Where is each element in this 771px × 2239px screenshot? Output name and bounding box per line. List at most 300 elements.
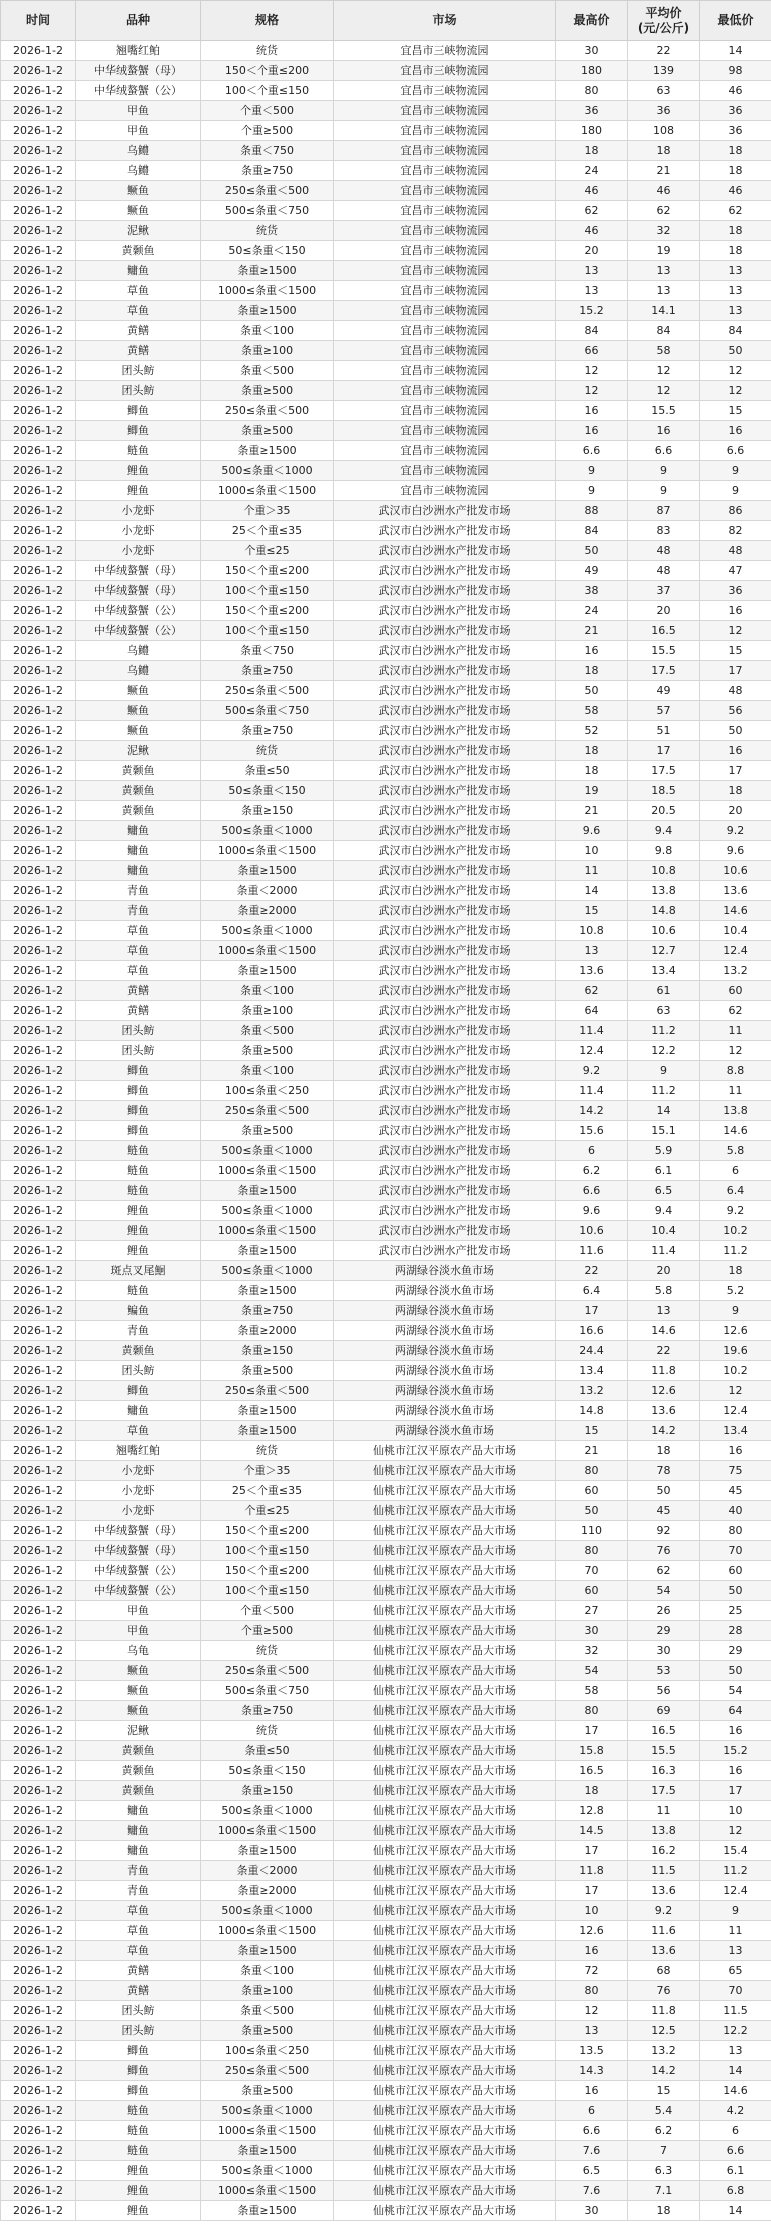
cell-avg-price: 11.2 — [628, 1021, 700, 1041]
cell-market: 宜昌市三峡物流园 — [334, 101, 556, 121]
cell-date: 2026-1-2 — [1, 921, 76, 941]
cell-min-price: 13 — [700, 261, 771, 281]
cell-max-price: 18 — [556, 661, 628, 681]
cell-max-price: 24 — [556, 601, 628, 621]
cell-spec: 条重＜100 — [201, 1961, 334, 1981]
cell-avg-price: 5.8 — [628, 1281, 700, 1301]
cell-variety: 鳙鱼 — [76, 1821, 201, 1841]
cell-date: 2026-1-2 — [1, 801, 76, 821]
cell-avg-price: 13.4 — [628, 961, 700, 981]
cell-market: 宜昌市三峡物流园 — [334, 341, 556, 361]
cell-spec: 统货 — [201, 1721, 334, 1741]
table-row — [1, 921, 771, 941]
cell-avg-price: 15.1 — [628, 1121, 700, 1141]
cell-max-price: 6 — [556, 1141, 628, 1161]
cell-market: 仙桃市江汉平原农产品大市场 — [334, 1961, 556, 1981]
cell-market: 武汉市白沙洲水产批发市场 — [334, 541, 556, 561]
cell-max-price: 24 — [556, 161, 628, 181]
cell-variety: 团头鲂 — [76, 361, 201, 381]
cell-spec: 个重＞35 — [201, 1461, 334, 1481]
cell-variety: 鲢鱼 — [76, 1141, 201, 1161]
cell-max-price: 62 — [556, 201, 628, 221]
cell-variety: 鳙鱼 — [76, 261, 201, 281]
cell-min-price: 10.6 — [700, 861, 771, 881]
cell-variety: 团头鲂 — [76, 381, 201, 401]
table-row — [1, 381, 771, 401]
cell-min-price: 9.6 — [700, 841, 771, 861]
cell-date: 2026-1-2 — [1, 521, 76, 541]
cell-variety: 中华绒螯蟹（公） — [76, 81, 201, 101]
cell-avg-price: 84 — [628, 321, 700, 341]
cell-avg-price: 18 — [628, 2201, 700, 2221]
cell-avg-price: 53 — [628, 1661, 700, 1681]
cell-variety: 鲤鱼 — [76, 1241, 201, 1261]
cell-spec: 500≤条重＜1000 — [201, 461, 334, 481]
cell-date: 2026-1-2 — [1, 1341, 76, 1361]
cell-variety: 甲鱼 — [76, 1621, 201, 1641]
table-row — [1, 1261, 771, 1281]
cell-min-price: 13.6 — [700, 881, 771, 901]
cell-market: 仙桃市江汉平原农产品大市场 — [334, 2181, 556, 2201]
cell-variety: 黄鳝 — [76, 1981, 201, 2001]
cell-variety: 鲫鱼 — [76, 2061, 201, 2081]
cell-min-price: 10.2 — [700, 1361, 771, 1381]
cell-max-price: 12 — [556, 361, 628, 381]
cell-variety: 鳙鱼 — [76, 841, 201, 861]
cell-avg-price: 62 — [628, 201, 700, 221]
cell-date: 2026-1-2 — [1, 2201, 76, 2221]
cell-variety: 翘嘴红鲌 — [76, 41, 201, 61]
cell-avg-price: 92 — [628, 1521, 700, 1541]
cell-date: 2026-1-2 — [1, 301, 76, 321]
cell-market: 宜昌市三峡物流园 — [334, 41, 556, 61]
table-row — [1, 1861, 771, 1881]
cell-max-price: 11.8 — [556, 1861, 628, 1881]
cell-date: 2026-1-2 — [1, 1101, 76, 1121]
cell-date: 2026-1-2 — [1, 501, 76, 521]
cell-max-price: 13 — [556, 261, 628, 281]
cell-max-price: 30 — [556, 1621, 628, 1641]
table-row — [1, 121, 771, 141]
table-row — [1, 801, 771, 821]
table-row — [1, 341, 771, 361]
cell-market: 武汉市白沙洲水产批发市场 — [334, 761, 556, 781]
cell-max-price: 16 — [556, 1941, 628, 1961]
cell-variety: 小龙虾 — [76, 1501, 201, 1521]
cell-avg-price: 14 — [628, 1101, 700, 1121]
cell-max-price: 50 — [556, 1501, 628, 1521]
cell-spec: 统货 — [201, 1641, 334, 1661]
cell-min-price: 13.4 — [700, 1421, 771, 1441]
cell-variety: 鲫鱼 — [76, 401, 201, 421]
cell-max-price: 11.6 — [556, 1241, 628, 1261]
cell-spec: 500≤条重＜1000 — [201, 1201, 334, 1221]
cell-variety: 团头鲂 — [76, 1041, 201, 1061]
cell-market: 两湖绿谷淡水鱼市场 — [334, 1401, 556, 1421]
cell-max-price: 66 — [556, 341, 628, 361]
cell-max-price: 80 — [556, 1981, 628, 2001]
cell-spec: 条重≥1500 — [201, 1281, 334, 1301]
cell-avg-price: 48 — [628, 541, 700, 561]
cell-max-price: 9.6 — [556, 1201, 628, 1221]
cell-date: 2026-1-2 — [1, 541, 76, 561]
cell-variety: 黄颡鱼 — [76, 1761, 201, 1781]
cell-avg-price: 87 — [628, 501, 700, 521]
cell-variety: 团头鲂 — [76, 1021, 201, 1041]
cell-avg-price: 17.5 — [628, 1781, 700, 1801]
cell-date: 2026-1-2 — [1, 201, 76, 221]
table-row — [1, 1821, 771, 1841]
cell-variety: 黄颡鱼 — [76, 1781, 201, 1801]
cell-date: 2026-1-2 — [1, 1941, 76, 1961]
table-row — [1, 1401, 771, 1421]
cell-min-price: 15.2 — [700, 1741, 771, 1761]
cell-min-price: 9 — [700, 1301, 771, 1321]
cell-date: 2026-1-2 — [1, 2001, 76, 2021]
cell-spec: 条重≥100 — [201, 1981, 334, 2001]
cell-min-price: 14.6 — [700, 1121, 771, 1141]
table-row — [1, 1921, 771, 1941]
cell-max-price: 16 — [556, 641, 628, 661]
cell-spec: 条重≥500 — [201, 421, 334, 441]
cell-market: 仙桃市江汉平原农产品大市场 — [334, 2081, 556, 2101]
cell-date: 2026-1-2 — [1, 1801, 76, 1821]
cell-min-price: 6.8 — [700, 2181, 771, 2201]
cell-variety: 黄颡鱼 — [76, 1741, 201, 1761]
table-row — [1, 2021, 771, 2041]
cell-variety: 青鱼 — [76, 881, 201, 901]
cell-avg-price: 68 — [628, 1961, 700, 1981]
cell-max-price: 7.6 — [556, 2141, 628, 2161]
cell-avg-price: 56 — [628, 1681, 700, 1701]
cell-min-price: 45 — [700, 1481, 771, 1501]
cell-max-price: 21 — [556, 621, 628, 641]
table-row — [1, 1521, 771, 1541]
cell-variety: 黄鳝 — [76, 321, 201, 341]
cell-avg-price: 9 — [628, 1061, 700, 1081]
cell-date: 2026-1-2 — [1, 681, 76, 701]
cell-date: 2026-1-2 — [1, 1421, 76, 1441]
cell-market: 武汉市白沙洲水产批发市场 — [334, 581, 556, 601]
cell-date: 2026-1-2 — [1, 621, 76, 641]
cell-market: 仙桃市江汉平原农产品大市场 — [334, 2061, 556, 2081]
cell-spec: 150＜个重≤200 — [201, 601, 334, 621]
cell-spec: 条重≥1500 — [201, 2201, 334, 2221]
cell-min-price: 48 — [700, 681, 771, 701]
table-row — [1, 1681, 771, 1701]
cell-max-price: 10.6 — [556, 1221, 628, 1241]
cell-market: 武汉市白沙洲水产批发市场 — [334, 881, 556, 901]
cell-avg-price: 62 — [628, 1561, 700, 1581]
cell-max-price: 16.5 — [556, 1761, 628, 1781]
cell-min-price: 18 — [700, 1261, 771, 1281]
cell-avg-price: 15.5 — [628, 641, 700, 661]
cell-max-price: 12.6 — [556, 1921, 628, 1941]
cell-variety: 中华绒螯蟹（母） — [76, 61, 201, 81]
cell-min-price: 54 — [700, 1681, 771, 1701]
cell-date: 2026-1-2 — [1, 1821, 76, 1841]
cell-variety: 草鱼 — [76, 281, 201, 301]
cell-spec: 150＜个重≤200 — [201, 561, 334, 581]
cell-variety: 小龙虾 — [76, 541, 201, 561]
cell-market: 宜昌市三峡物流园 — [334, 441, 556, 461]
table-row — [1, 1001, 771, 1021]
cell-min-price: 9 — [700, 1901, 771, 1921]
cell-avg-price: 76 — [628, 1541, 700, 1561]
cell-variety: 小龙虾 — [76, 501, 201, 521]
cell-market: 宜昌市三峡物流园 — [334, 401, 556, 421]
cell-spec: 统货 — [201, 1441, 334, 1461]
cell-max-price: 6.5 — [556, 2161, 628, 2181]
cell-min-price: 50 — [700, 1581, 771, 1601]
cell-variety: 黄颡鱼 — [76, 781, 201, 801]
cell-avg-price: 29 — [628, 1621, 700, 1641]
header-row — [1, 1, 771, 41]
cell-min-price: 6.4 — [700, 1181, 771, 1201]
cell-market: 宜昌市三峡物流园 — [334, 461, 556, 481]
cell-market: 仙桃市江汉平原农产品大市场 — [334, 2121, 556, 2141]
cell-date: 2026-1-2 — [1, 881, 76, 901]
cell-variety: 小龙虾 — [76, 1461, 201, 1481]
cell-date: 2026-1-2 — [1, 1381, 76, 1401]
cell-market: 武汉市白沙洲水产批发市场 — [334, 1061, 556, 1081]
cell-spec: 500≤条重＜1000 — [201, 921, 334, 941]
cell-market: 仙桃市江汉平原农产品大市场 — [334, 1481, 556, 1501]
cell-avg-price: 139 — [628, 61, 700, 81]
cell-max-price: 17 — [556, 1301, 628, 1321]
cell-min-price: 15 — [700, 401, 771, 421]
cell-variety: 甲鱼 — [76, 1601, 201, 1621]
table-row — [1, 2081, 771, 2101]
cell-market: 宜昌市三峡物流园 — [334, 161, 556, 181]
cell-variety: 黄颡鱼 — [76, 801, 201, 821]
cell-spec: 条重＜100 — [201, 321, 334, 341]
cell-spec: 条重≤50 — [201, 761, 334, 781]
cell-avg-price: 15.5 — [628, 1741, 700, 1761]
cell-spec: 个重＜500 — [201, 1601, 334, 1621]
cell-market: 宜昌市三峡物流园 — [334, 61, 556, 81]
cell-variety: 草鱼 — [76, 961, 201, 981]
table-row — [1, 941, 771, 961]
cell-market: 仙桃市江汉平原农产品大市场 — [334, 1861, 556, 1881]
cell-spec: 1000≤条重＜1500 — [201, 1221, 334, 1241]
cell-date: 2026-1-2 — [1, 1481, 76, 1501]
cell-max-price: 17 — [556, 1881, 628, 1901]
cell-avg-price: 83 — [628, 521, 700, 541]
header-min-price: 最低价 — [700, 1, 771, 41]
cell-max-price: 18 — [556, 741, 628, 761]
cell-min-price: 28 — [700, 1621, 771, 1641]
cell-date: 2026-1-2 — [1, 741, 76, 761]
cell-variety: 鲫鱼 — [76, 2081, 201, 2101]
table-row — [1, 2201, 771, 2221]
cell-date: 2026-1-2 — [1, 41, 76, 61]
cell-max-price: 84 — [556, 521, 628, 541]
cell-date: 2026-1-2 — [1, 1401, 76, 1421]
cell-max-price: 10.8 — [556, 921, 628, 941]
cell-min-price: 4.2 — [700, 2101, 771, 2121]
cell-date: 2026-1-2 — [1, 1321, 76, 1341]
cell-avg-price: 6.3 — [628, 2161, 700, 2181]
cell-spec: 条重≥750 — [201, 1701, 334, 1721]
cell-max-price: 13.4 — [556, 1361, 628, 1381]
cell-variety: 乌鳢 — [76, 661, 201, 681]
cell-date: 2026-1-2 — [1, 581, 76, 601]
cell-spec: 100＜个重≤150 — [201, 621, 334, 641]
cell-spec: 个重≥500 — [201, 121, 334, 141]
cell-max-price: 60 — [556, 1581, 628, 1601]
cell-min-price: 10.4 — [700, 921, 771, 941]
cell-avg-price: 13 — [628, 261, 700, 281]
header-market: 市场 — [334, 1, 556, 41]
cell-variety: 鲫鱼 — [76, 1101, 201, 1121]
cell-variety: 鲤鱼 — [76, 2181, 201, 2201]
cell-max-price: 60 — [556, 1481, 628, 1501]
cell-date: 2026-1-2 — [1, 101, 76, 121]
table-row — [1, 1461, 771, 1481]
cell-max-price: 21 — [556, 801, 628, 821]
table-row — [1, 1101, 771, 1121]
cell-variety: 鳜鱼 — [76, 721, 201, 741]
cell-min-price: 6.1 — [700, 2161, 771, 2181]
cell-spec: 1000≤条重＜1500 — [201, 2121, 334, 2141]
cell-spec: 条重≥1500 — [201, 1401, 334, 1421]
cell-max-price: 11.4 — [556, 1081, 628, 1101]
cell-date: 2026-1-2 — [1, 161, 76, 181]
cell-spec: 条重≥100 — [201, 341, 334, 361]
cell-market: 仙桃市江汉平原农产品大市场 — [334, 1501, 556, 1521]
cell-spec: 条重≤50 — [201, 1741, 334, 1761]
cell-date: 2026-1-2 — [1, 1701, 76, 1721]
cell-min-price: 14 — [700, 2201, 771, 2221]
cell-min-price: 12.6 — [700, 1321, 771, 1341]
cell-market: 宜昌市三峡物流园 — [334, 301, 556, 321]
cell-variety: 乌鳢 — [76, 641, 201, 661]
cell-avg-price: 17.5 — [628, 761, 700, 781]
cell-max-price: 17 — [556, 1721, 628, 1741]
cell-max-price: 70 — [556, 1561, 628, 1581]
cell-date: 2026-1-2 — [1, 1441, 76, 1461]
cell-date: 2026-1-2 — [1, 1621, 76, 1641]
cell-date: 2026-1-2 — [1, 2161, 76, 2181]
table-row — [1, 321, 771, 341]
cell-max-price: 18 — [556, 1781, 628, 1801]
cell-market: 武汉市白沙洲水产批发市场 — [334, 981, 556, 1001]
cell-date: 2026-1-2 — [1, 1581, 76, 1601]
cell-min-price: 98 — [700, 61, 771, 81]
cell-variety: 草鱼 — [76, 1941, 201, 1961]
cell-date: 2026-1-2 — [1, 2121, 76, 2141]
table-row — [1, 281, 771, 301]
table-row — [1, 701, 771, 721]
table-row — [1, 521, 771, 541]
cell-variety: 草鱼 — [76, 921, 201, 941]
cell-date: 2026-1-2 — [1, 1281, 76, 1301]
cell-date: 2026-1-2 — [1, 781, 76, 801]
cell-spec: 条重＜750 — [201, 641, 334, 661]
cell-min-price: 6 — [700, 1161, 771, 1181]
table-row — [1, 881, 771, 901]
cell-avg-price: 63 — [628, 81, 700, 101]
cell-max-price: 15.8 — [556, 1741, 628, 1761]
cell-spec: 500≤条重＜1000 — [201, 2161, 334, 2181]
cell-min-price: 48 — [700, 541, 771, 561]
table-row — [1, 681, 771, 701]
cell-market: 两湖绿谷淡水鱼市场 — [334, 1321, 556, 1341]
cell-max-price: 80 — [556, 1461, 628, 1481]
cell-min-price: 12.2 — [700, 2021, 771, 2041]
cell-date: 2026-1-2 — [1, 1661, 76, 1681]
cell-spec: 统货 — [201, 741, 334, 761]
table-row — [1, 101, 771, 121]
cell-variety: 黄鳝 — [76, 1961, 201, 1981]
cell-max-price: 6.4 — [556, 1281, 628, 1301]
cell-avg-price: 11.8 — [628, 2001, 700, 2021]
cell-date: 2026-1-2 — [1, 401, 76, 421]
cell-max-price: 11 — [556, 861, 628, 881]
cell-market: 仙桃市江汉平原农产品大市场 — [334, 1621, 556, 1641]
cell-market: 仙桃市江汉平原农产品大市场 — [334, 1761, 556, 1781]
table-row — [1, 2041, 771, 2061]
cell-max-price: 52 — [556, 721, 628, 741]
cell-spec: 条重≥500 — [201, 2081, 334, 2101]
cell-max-price: 30 — [556, 41, 628, 61]
cell-market: 仙桃市江汉平原农产品大市场 — [334, 1841, 556, 1861]
table-row — [1, 1481, 771, 1501]
table-row — [1, 661, 771, 681]
cell-avg-price: 19 — [628, 241, 700, 261]
cell-date: 2026-1-2 — [1, 61, 76, 81]
cell-avg-price: 14.1 — [628, 301, 700, 321]
cell-avg-price: 9.2 — [628, 1901, 700, 1921]
cell-date: 2026-1-2 — [1, 141, 76, 161]
cell-avg-price: 11.5 — [628, 1861, 700, 1881]
cell-market: 两湖绿谷淡水鱼市场 — [334, 1361, 556, 1381]
cell-max-price: 15 — [556, 901, 628, 921]
cell-min-price: 25 — [700, 1601, 771, 1621]
table-row — [1, 721, 771, 741]
cell-spec: 1000≤条重＜1500 — [201, 2181, 334, 2201]
cell-date: 2026-1-2 — [1, 1641, 76, 1661]
cell-market: 武汉市白沙洲水产批发市场 — [334, 1141, 556, 1161]
cell-max-price: 14.5 — [556, 1821, 628, 1841]
cell-avg-price: 5.4 — [628, 2101, 700, 2121]
cell-date: 2026-1-2 — [1, 901, 76, 921]
cell-min-price: 64 — [700, 1701, 771, 1721]
cell-avg-price: 12.5 — [628, 2021, 700, 2041]
cell-variety: 鳜鱼 — [76, 1681, 201, 1701]
cell-date: 2026-1-2 — [1, 1921, 76, 1941]
cell-min-price: 12.4 — [700, 1881, 771, 1901]
cell-max-price: 54 — [556, 1661, 628, 1681]
cell-min-price: 9 — [700, 461, 771, 481]
cell-spec: 条重≥500 — [201, 2021, 334, 2041]
cell-market: 武汉市白沙洲水产批发市场 — [334, 721, 556, 741]
cell-date: 2026-1-2 — [1, 941, 76, 961]
cell-avg-price: 9.4 — [628, 1201, 700, 1221]
cell-market: 两湖绿谷淡水鱼市场 — [334, 1261, 556, 1281]
cell-spec: 500≤条重＜1000 — [201, 1261, 334, 1281]
cell-min-price: 5.2 — [700, 1281, 771, 1301]
cell-date: 2026-1-2 — [1, 241, 76, 261]
cell-spec: 条重≥1500 — [201, 1421, 334, 1441]
table-row — [1, 2121, 771, 2141]
cell-max-price: 84 — [556, 321, 628, 341]
cell-spec: 条重＜2000 — [201, 1861, 334, 1881]
cell-avg-price: 16.2 — [628, 1841, 700, 1861]
table-row — [1, 1561, 771, 1581]
cell-min-price: 12 — [700, 621, 771, 641]
